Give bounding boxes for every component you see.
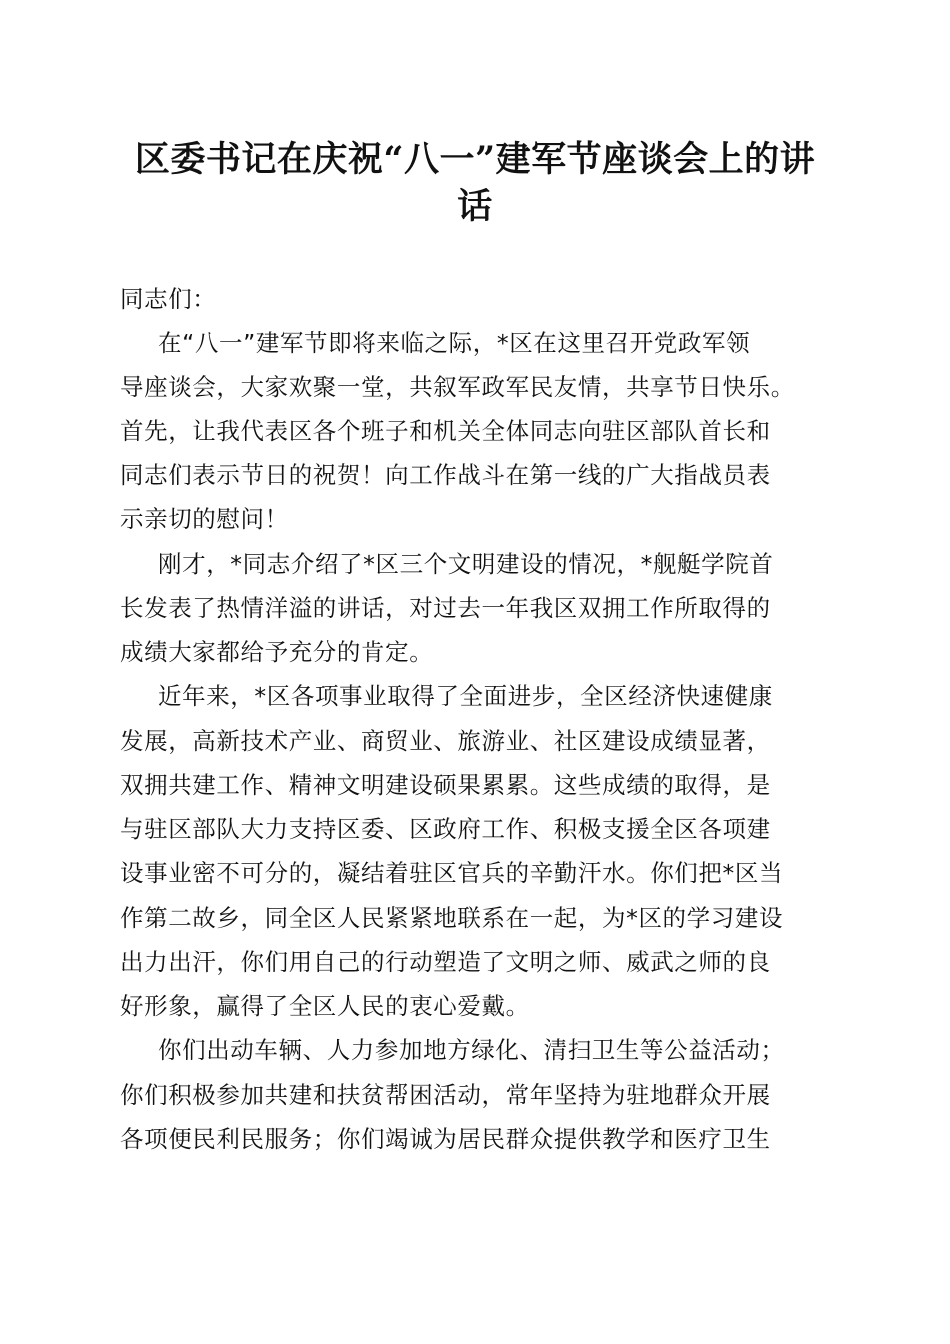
salutation: 同志们：: [120, 285, 217, 313]
paragraph-2-line-2: 长发表了热情洋溢的讲话，对过去一年我区双拥工作所取得的: [120, 594, 771, 622]
paragraph-1-line-1: 在“八一”建军节即将来临之际，*区在这里召开党政军领: [158, 329, 751, 357]
paragraph-4-line-2: 你们积极参加共建和扶贫帮困活动，常年坚持为驻地群众开展: [120, 1081, 771, 1109]
paragraph-3-line-1: 近年来，*区各项事业取得了全面进步，全区经济快速健康: [158, 682, 773, 710]
paragraph-1-line-4: 同志们表示节日的祝贺！向工作战斗在第一线的广大指战员表: [120, 461, 771, 489]
paragraph-3-line-6: 作第二故乡，同全区人民紧紧地联系在一起，为*区的学习建设: [120, 904, 784, 932]
paragraph-3-line-5: 设事业密不可分的，凝结着驻区官兵的辛勤汗水。你们把*区当: [120, 859, 784, 887]
paragraph-3-line-8: 好形象，赢得了全区人民的衷心爱戴。: [120, 992, 530, 1020]
paragraph-4-line-1: 你们出动车辆、人力参加地方绿化、清扫卫生等公益活动；: [158, 1036, 785, 1064]
paragraph-1-line-2: 导座谈会，大家欢聚一堂，共叙军政军民友情，共享节日快乐。: [120, 373, 795, 401]
paragraph-3-line-2: 发展，高新技术产业、商贸业、旅游业、社区建设成绩显著，: [120, 727, 771, 755]
paragraph-1-line-5: 示亲切的慰问！: [120, 505, 289, 533]
paragraph-3-line-4: 与驻区部队大力支持区委、区政府工作、积极支援全区各项建: [120, 815, 771, 843]
document-title-line-1: 区委书记在庆祝“八一”建军节座谈会上的讲: [134, 139, 816, 180]
paragraph-3-line-7: 出力出汗，你们用自己的行动塑造了文明之师、威武之师的良: [120, 948, 771, 976]
paragraph-3-line-3: 双拥共建工作、精神文明建设硕果累累。这些成绩的取得，是: [120, 771, 771, 799]
document-title-line-2: 话: [457, 186, 493, 227]
paragraph-2-line-1: 刚才，*同志介绍了*区三个文明建设的情况，*舰艇学院首: [158, 550, 774, 578]
paragraph-1-line-3: 首先，让我代表区各个班子和机关全体同志向驻区部队首长和: [120, 417, 771, 445]
paragraph-4-line-3: 各项便民利民服务；你们竭诚为居民群众提供教学和医疗卫生: [120, 1125, 771, 1153]
paragraph-2-line-3: 成绩大家都给予充分的肯定。: [120, 638, 434, 666]
